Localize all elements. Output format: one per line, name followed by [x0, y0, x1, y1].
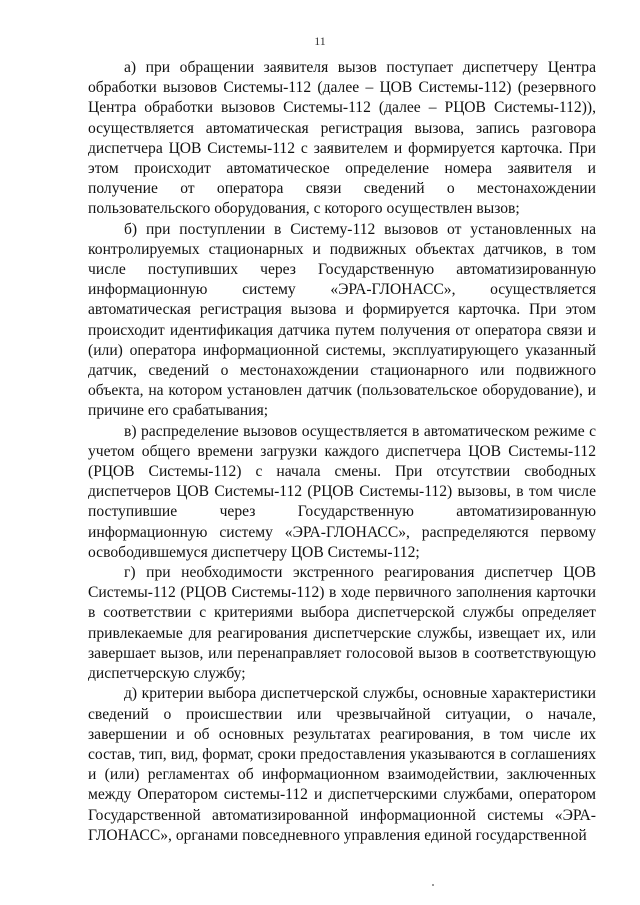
paragraph-d: д) критерии выбора диспетчерской службы, основные характеристики сведений о происшествии или чрезвычайной ситуации, о начале, завершении и об основных результатах реагирования, в том числе их состав, тип, вид, формат, сроки предоставления указываются в соглашениях и (или) регламентах об информационном взаимодействии, заключенных между Оператором системы-112 и диспетчерскими службами, оператором Государственной автоматизированной информационной системы «ЭРА-ГЛОНАСС», органами повседневного управления единой государственной — [88, 685, 596, 844]
paragraph-a: а) при обращении заявителя вызов поступает диспетчеру Центра обработки вызовов Системы-112 (далее – ЦОВ Системы-112) (резервного Центра обработки вызовов Системы-112 (далее – РЦОВ Системы-112)), осуществляется автоматическая регистрация вызова, запись разговора диспетчера ЦОВ Системы-112 с заявителем и формируется карточка. При этом происходит автоматическое определение номера заявителя и получение от оператора связи сведений о местонахождении пользовательского оборудования, с которого осуществлен вызов; — [88, 59, 596, 218]
paragraph-v: в) распределение вызовов осуществляется в автоматическом режиме с учетом общего времени загрузки каждого диспетчера ЦОВ Системы-112 (РЦОВ Системы-112) с начала смены. При отсутствии свободных диспетчеров ЦОВ Системы-112 (РЦОВ Системы-112) вызовы, в том числе поступившие через Государственную автоматизированную информационную систему «ЭРА-ГЛОНАСС», распределяются первому освободившемуся диспетчеру ЦОВ Системы-112; — [88, 422, 596, 561]
document-body — [88, 58, 596, 846]
scan-speck — [432, 884, 434, 886]
page-number: 11 — [314, 34, 326, 48]
paragraph-g: г) при необходимости экстренного реагирования диспетчер ЦОВ Системы-112 (РЦОВ Системы-112) в ходе первичного заполнения карточки в соответствии с критериями выбора диспетчерской службы определяет привлекаемые для реагирования диспетчерские службы, извещает их, или завершает вызов, или перенаправляет голосовой вызов в соответствующую диспетчерскую службу; — [88, 564, 596, 683]
paragraph-b: б) при поступлении в Систему-112 вызовов от установленных на контролируемых стационарных и подвижных объектах датчиков, в том числе поступивших через Государственную автоматизированную информационную систему «ЭРА-ГЛОНАСС», осуществляется автоматическая регистрация вызова и формируется карточка. При этом происходит идентификация датчика путем получения от оператора связи и (или) оператора информационной системы, эксплуатирующего указанный датчик, сведений о местонахождении стационарного или подвижного объекта, на котором установлен датчик (пользовательское оборудование), и причине его срабатывания; — [88, 220, 596, 420]
